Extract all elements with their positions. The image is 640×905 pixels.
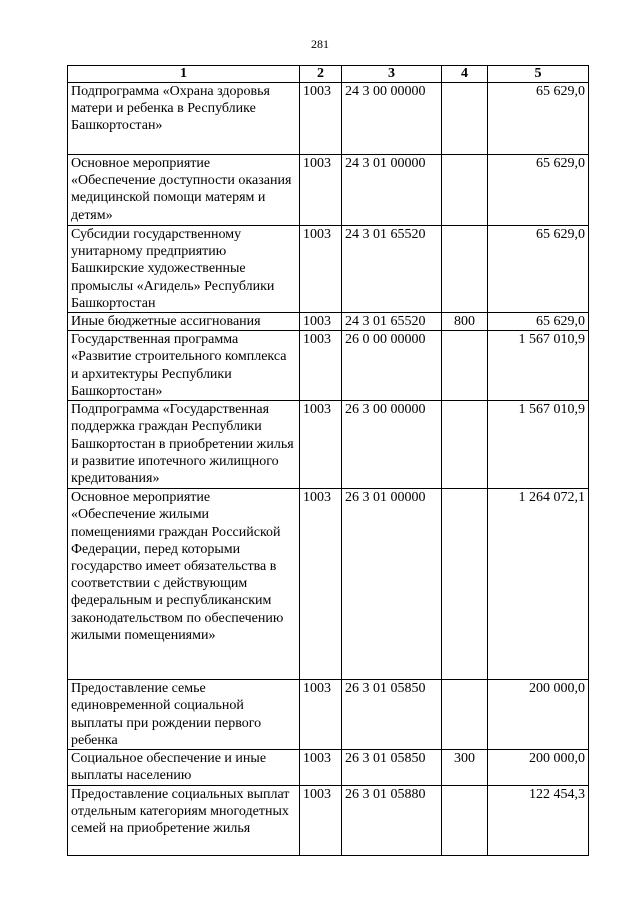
row-amount: 65 629,0 (488, 155, 589, 226)
table-row (68, 155, 589, 226)
row-type: 800 (442, 313, 488, 331)
row-name: Иные бюджетные ассигнования (68, 313, 300, 331)
row-section: 1003 (300, 313, 342, 331)
row-section: 1003 (300, 680, 342, 750)
row-type (442, 680, 488, 750)
table-row (68, 331, 589, 401)
row-name: Социальное обеспечение и иные выплаты населению (68, 750, 300, 785)
row-amount: 122 454,3 (488, 785, 589, 855)
row-code: 26 3 01 00000 (342, 489, 442, 680)
row-name: Основное мероприятие «Обеспечение доступности оказания медицинской помощи матерям и детям» (68, 155, 300, 226)
row-name: Подпрограмма «Государственная поддержка граждан Республики Башкортостан в приобретении жилья и развитие ипотечного жилищного кредитования» (68, 401, 300, 489)
table-row (68, 750, 589, 785)
row-section: 1003 (300, 331, 342, 401)
row-code: 26 0 00 00000 (342, 331, 442, 401)
row-type (442, 226, 488, 313)
header-col-2: 2 (300, 66, 342, 83)
table-row (68, 680, 589, 750)
table-header (68, 66, 589, 83)
row-type (442, 785, 488, 855)
row-amount: 65 629,0 (488, 83, 589, 155)
row-name: Предоставление семье единовременной социальной выплаты при рождении первого ребенка (68, 680, 300, 750)
row-name: Государственная программа «Развитие строительного комплекса и архитектуры Республики Башкортостан» (68, 331, 300, 401)
row-name: Основное мероприятие «Обеспечение жилыми помещениями граждан Российской Федерации, перед которыми государство имеет обязательства в соответствии с действующим федеральным и республиканским законодательством по обеспечению жилыми помещениями» (68, 489, 300, 680)
table-row (68, 401, 589, 489)
row-amount: 1 264 072,1 (488, 489, 589, 680)
row-code: 24 3 01 65520 (342, 226, 442, 313)
row-section: 1003 (300, 83, 342, 155)
row-type (442, 155, 488, 226)
table-row (68, 83, 589, 155)
row-section: 1003 (300, 785, 342, 855)
row-amount: 200 000,0 (488, 750, 589, 785)
table-row (68, 785, 589, 855)
header-col-3: 3 (342, 66, 442, 83)
row-name: Подпрограмма «Охрана здоровья матери и ребенка в Республике Башкортостан» (68, 83, 300, 155)
header-row (68, 66, 589, 83)
row-code: 26 3 00 00000 (342, 401, 442, 489)
header-col-4: 4 (442, 66, 488, 83)
row-amount: 1 567 010,9 (488, 401, 589, 489)
page-number: 281 (311, 37, 329, 51)
row-section: 1003 (300, 750, 342, 785)
row-type (442, 83, 488, 155)
row-code: 26 3 01 05850 (342, 750, 442, 785)
header-col-5: 5 (488, 66, 589, 83)
table-row (68, 313, 589, 331)
row-section: 1003 (300, 489, 342, 680)
row-amount: 200 000,0 (488, 680, 589, 750)
row-type (442, 489, 488, 680)
row-amount: 1 567 010,9 (488, 331, 589, 401)
table-body (68, 83, 589, 856)
row-type: 300 (442, 750, 488, 785)
row-name: Субсидии государственному унитарному предприятию Башкирские художественные промыслы «Агидель» Республики Башкортостан (68, 226, 300, 313)
row-type (442, 331, 488, 401)
row-code: 26 3 01 05850 (342, 680, 442, 750)
budget-table (67, 65, 589, 856)
row-code: 26 3 01 05880 (342, 785, 442, 855)
row-code: 24 3 00 00000 (342, 83, 442, 155)
row-amount: 65 629,0 (488, 313, 589, 331)
row-section: 1003 (300, 155, 342, 226)
row-code: 24 3 01 00000 (342, 155, 442, 226)
row-type (442, 401, 488, 489)
table-row (68, 226, 589, 313)
row-section: 1003 (300, 401, 342, 489)
header-col-1: 1 (68, 66, 300, 83)
row-code: 24 3 01 65520 (342, 313, 442, 331)
row-amount: 65 629,0 (488, 226, 589, 313)
row-name: Предоставление социальных выплат отдельным категориям многодетных семей на приобретение жилья (68, 785, 300, 855)
table-row (68, 489, 589, 680)
row-section: 1003 (300, 226, 342, 313)
